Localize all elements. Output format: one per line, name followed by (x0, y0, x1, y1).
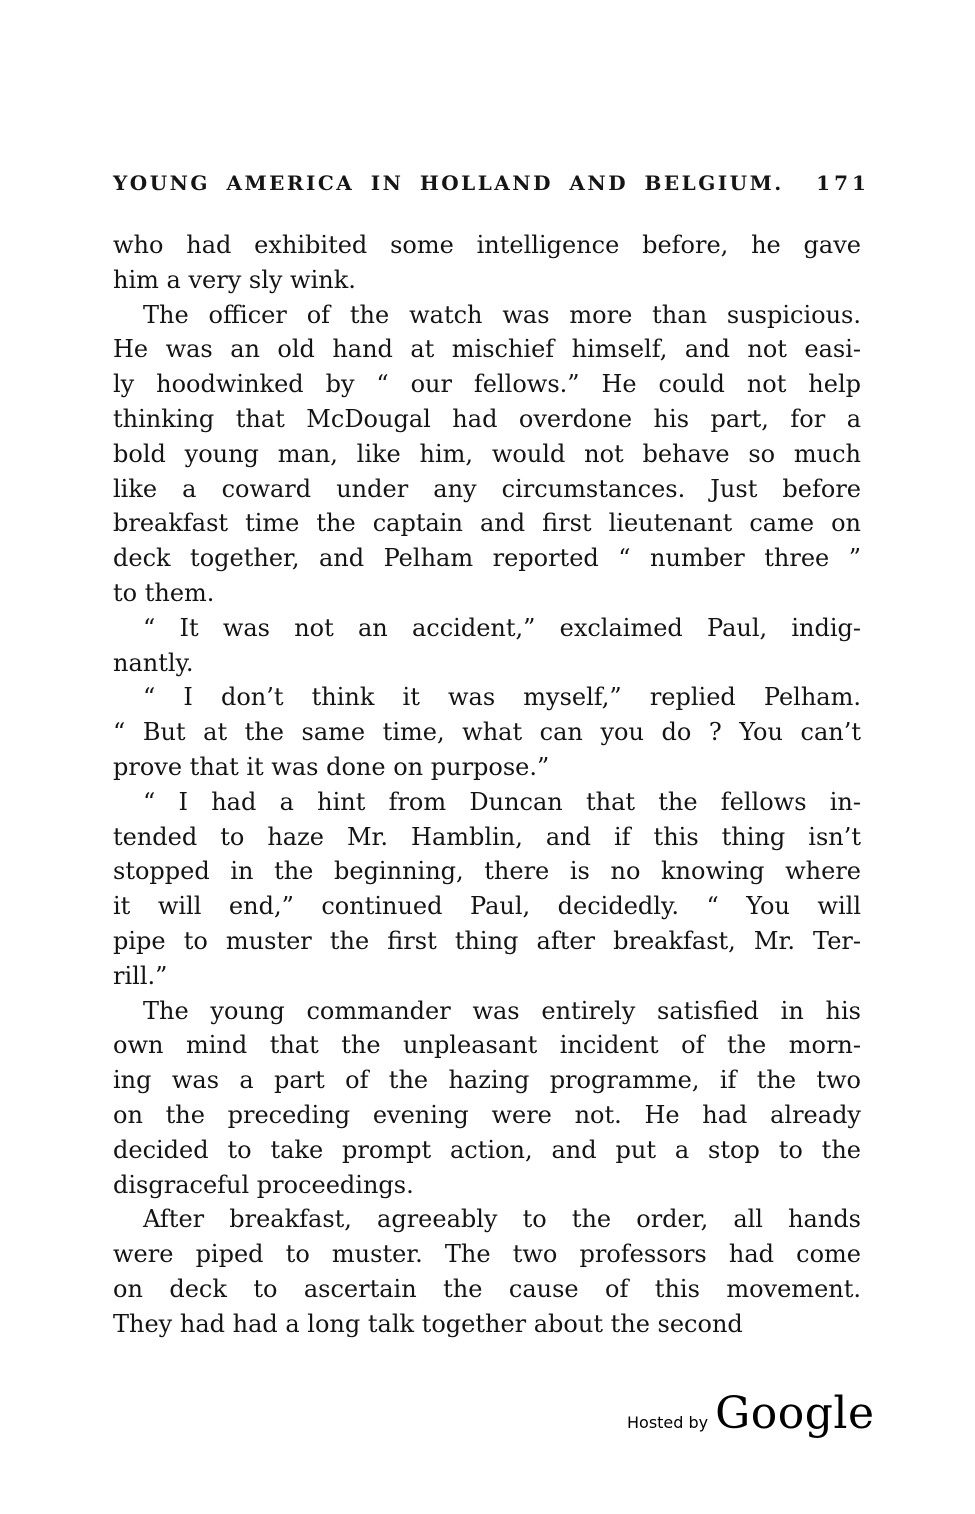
text-line: prove that it was done on purpose.” (113, 752, 550, 781)
text-line: thinking that McDougal had overdone his part, for a (113, 404, 861, 433)
text-line: deck together, and Pelham reported “ number three ” (113, 544, 861, 573)
text-line: were piped to muster. The two professors had come (113, 1240, 861, 1269)
text-line: own mind that the unpleasant incident of the morn- (113, 1031, 861, 1060)
text-line: breakfast time the captain and first lieutenant came on (113, 509, 861, 538)
text-line: pipe to muster the first thing after breakfast, Mr. Ter- (113, 926, 861, 955)
text-line: like a coward under any circumstances. Just before (113, 474, 861, 503)
text-line: “ But at the same time, what can you do ? You can’t (113, 718, 861, 747)
running-title: YOUNG AMERICA IN HOLLAND AND BELGIUM. (113, 171, 784, 195)
paragraph (113, 298, 861, 611)
text-line: decided to take prompt action, and put a stop to the (113, 1135, 861, 1164)
text-line: After breakfast, agreeably to the order, all hands (143, 1205, 861, 1234)
page-number: 171 (816, 171, 870, 195)
paragraph (113, 611, 861, 681)
text-line: nantly. (113, 648, 194, 677)
paragraph (113, 785, 861, 994)
paragraph (113, 1202, 861, 1341)
text-line: The officer of the watch was more than suspicious. (143, 300, 861, 329)
text-line: ing was a part of the hazing programme, if the two (113, 1066, 861, 1095)
hosted-by-label: Hosted by (627, 1413, 709, 1432)
page-footer (627, 1388, 875, 1439)
text-line: to them. (113, 578, 215, 607)
text-line: him a very sly wink. (113, 265, 356, 294)
paragraph (113, 680, 861, 784)
text-line: on the preceding evening were not. He had already (113, 1100, 861, 1129)
paragraph (113, 994, 861, 1203)
text-line: ly hoodwinked by “ our fellows.” He could not help (113, 370, 861, 399)
text-line: “ It was not an accident,” exclaimed Paul, indig- (143, 613, 861, 642)
text-line: who had exhibited some intelligence before, he gave (113, 231, 861, 259)
text-line: “ I had a hint from Duncan that the fellows in- (143, 787, 861, 816)
text-line: on deck to ascertain the cause of this movement. (113, 1274, 861, 1303)
page-body (113, 228, 861, 1342)
text-line: bold young man, like him, would not behave so much (113, 439, 861, 468)
text-line: stopped in the beginning, there is no knowing where (113, 857, 861, 886)
google-logo: Google (715, 1388, 875, 1439)
text-line: The young commander was entirely satisfied in his (143, 996, 861, 1025)
text-line: disgraceful proceedings. (113, 1170, 414, 1199)
text-line: “ I don’t think it was myself,” replied Pelham. (143, 683, 861, 712)
text-line: He was an old hand at mischief himself, and not easi- (113, 335, 861, 364)
text-line: They had had a long talk together about the second (113, 1309, 743, 1338)
text-line: it will end,” continued Paul, decidedly. “ You will (113, 892, 861, 921)
text-line: tended to haze Mr. Hamblin, and if this thing isn’t (113, 822, 861, 851)
paragraph (113, 228, 861, 298)
page-header (113, 171, 870, 195)
text-line: rill.” (113, 961, 168, 990)
